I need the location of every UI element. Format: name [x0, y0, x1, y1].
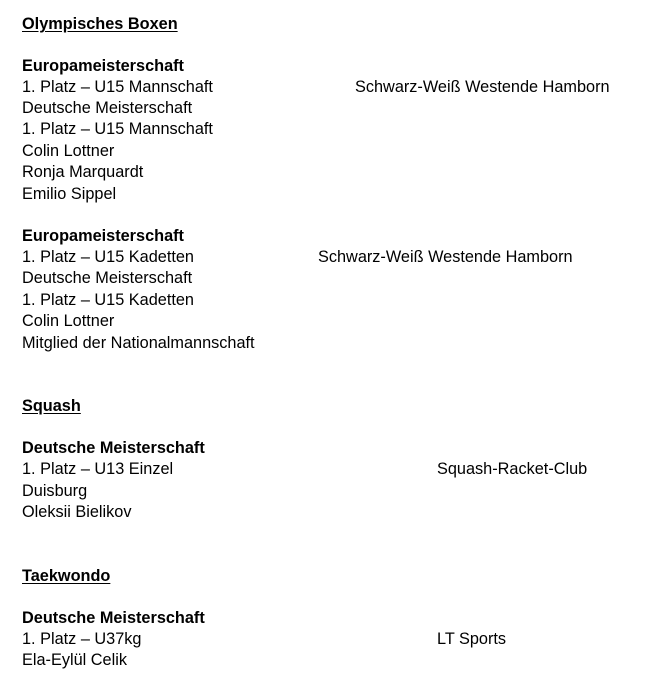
- entry-line: 1. Platz – U15 Kadetten: [22, 291, 194, 309]
- entry-line: Duisburg: [22, 482, 88, 500]
- section-title-taekwondo: Taekwondo: [22, 567, 111, 585]
- entry-line: Deutsche Meisterschaft: [22, 99, 193, 117]
- entry-heading: Deutsche Meisterschaft: [22, 609, 205, 627]
- entry-line: Ronja Marquardt: [22, 163, 144, 181]
- entry-club: Schwarz-Weiß Westende Hamborn: [318, 248, 573, 266]
- entry-line: Deutsche Meisterschaft: [22, 269, 193, 287]
- entry-line: Oleksii Bielikov: [22, 503, 132, 521]
- entry-line: 1. Platz – U15 Kadetten: [22, 248, 194, 266]
- entry-line: Mitglied der Nationalmannschaft: [22, 334, 255, 352]
- entry-line: Colin Lottner: [22, 142, 115, 160]
- section-title-boxing: Olympisches Boxen: [22, 15, 178, 33]
- entry-line: 1. Platz – U15 Mannschaft: [22, 120, 213, 138]
- entry-line: 1. Platz – U13 Einzel: [22, 460, 174, 478]
- entry-heading: Europameisterschaft: [22, 57, 184, 75]
- entry-line: Colin Lottner: [22, 312, 115, 330]
- entry-club: Schwarz-Weiß Westende Hamborn: [355, 78, 610, 96]
- entry-line: Ela-Eylül Celik: [22, 651, 127, 669]
- entry-heading: Europameisterschaft: [22, 227, 184, 245]
- entry-line: 1. Platz – U37kg: [22, 630, 142, 648]
- entry-club: Squash-Racket-Club: [437, 460, 588, 478]
- entry-line: Emilio Sippel: [22, 185, 117, 203]
- section-title-squash: Squash: [22, 397, 81, 415]
- entry-club: LT Sports: [437, 630, 507, 648]
- entry-line: 1. Platz – U15 Mannschaft: [22, 78, 213, 96]
- entry-heading: Deutsche Meisterschaft: [22, 439, 205, 457]
